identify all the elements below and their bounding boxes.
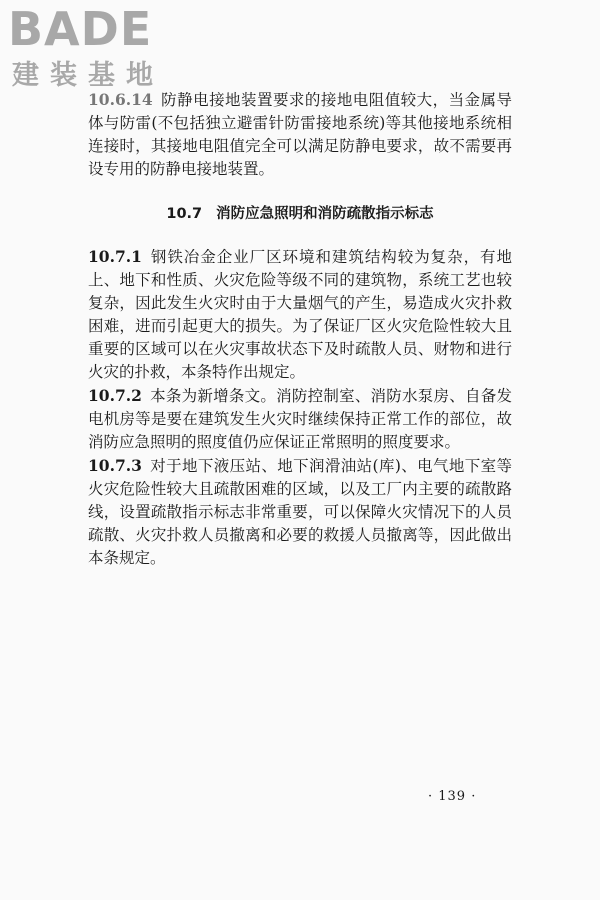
clause-number: 10.7.3 [88, 456, 142, 475]
document-body [88, 88, 512, 570]
clause-10-7-1 [88, 245, 512, 384]
section-heading [88, 203, 512, 225]
clause-text: 钢铁冶金企业厂区环境和建筑结构较为复杂，有地上、地下和性质、火灾危险等级不同的建筑物，系统工艺也较复杂，因此发生火灾时由于大量烟气的产生，易造成火灾扑救困难，进而引起更大的损失。为了保证厂区火灾危险性较大且重要的区域可以在火灾事故状态下及时疏散人员、财物和进行火灾的扑救，本条特作出规定。 [88, 248, 512, 381]
clause-10-6-14 [88, 88, 512, 181]
clause-10-7-2 [88, 384, 512, 454]
clause-number: 10.7.1 [88, 247, 142, 266]
clause-text: 本条为新增条文。消防控制室、消防水泵房、自备发电机房等是要在建筑发生火灾时继续保持正常工作的部位，故消防应急照明的照度值仍应保证正常照明的照度要求。 [88, 387, 512, 451]
clause-text: 对于地下液压站、地下润滑油站(库)、电气地下室等火灾危险性较大且疏散困难的区域，以及工厂内主要的疏散路线，设置疏散指示标志非常重要，可以保障火灾情况下的人员疏散、火灾扑救人员撤离和必要的救援人员撤离等，因此做出本条规定。 [88, 457, 512, 567]
page-number: · 139 · [428, 789, 477, 804]
clause-10-7-3 [88, 454, 512, 570]
watermark-brand: BADE [8, 2, 153, 56]
watermark-logo [8, 4, 178, 96]
section-title: 消防应急照明和消防疏散指示标志 [216, 206, 434, 222]
clause-text: 防静电接地装置要求的接地电阻值较大，当金属导体与防雷(不包括独立避雷针防雷接地系统)等其他接地系统相连接时，其接地电阻值完全可以满足防静电要求，故不需要再设专用的防静电接地装置。 [88, 91, 512, 178]
section-number: 10.7 [166, 206, 203, 222]
watermark-subtitle: 建装基地 [12, 60, 164, 91]
clause-number: 10.6.14 [88, 90, 153, 109]
clause-number: 10.7.2 [88, 386, 142, 405]
